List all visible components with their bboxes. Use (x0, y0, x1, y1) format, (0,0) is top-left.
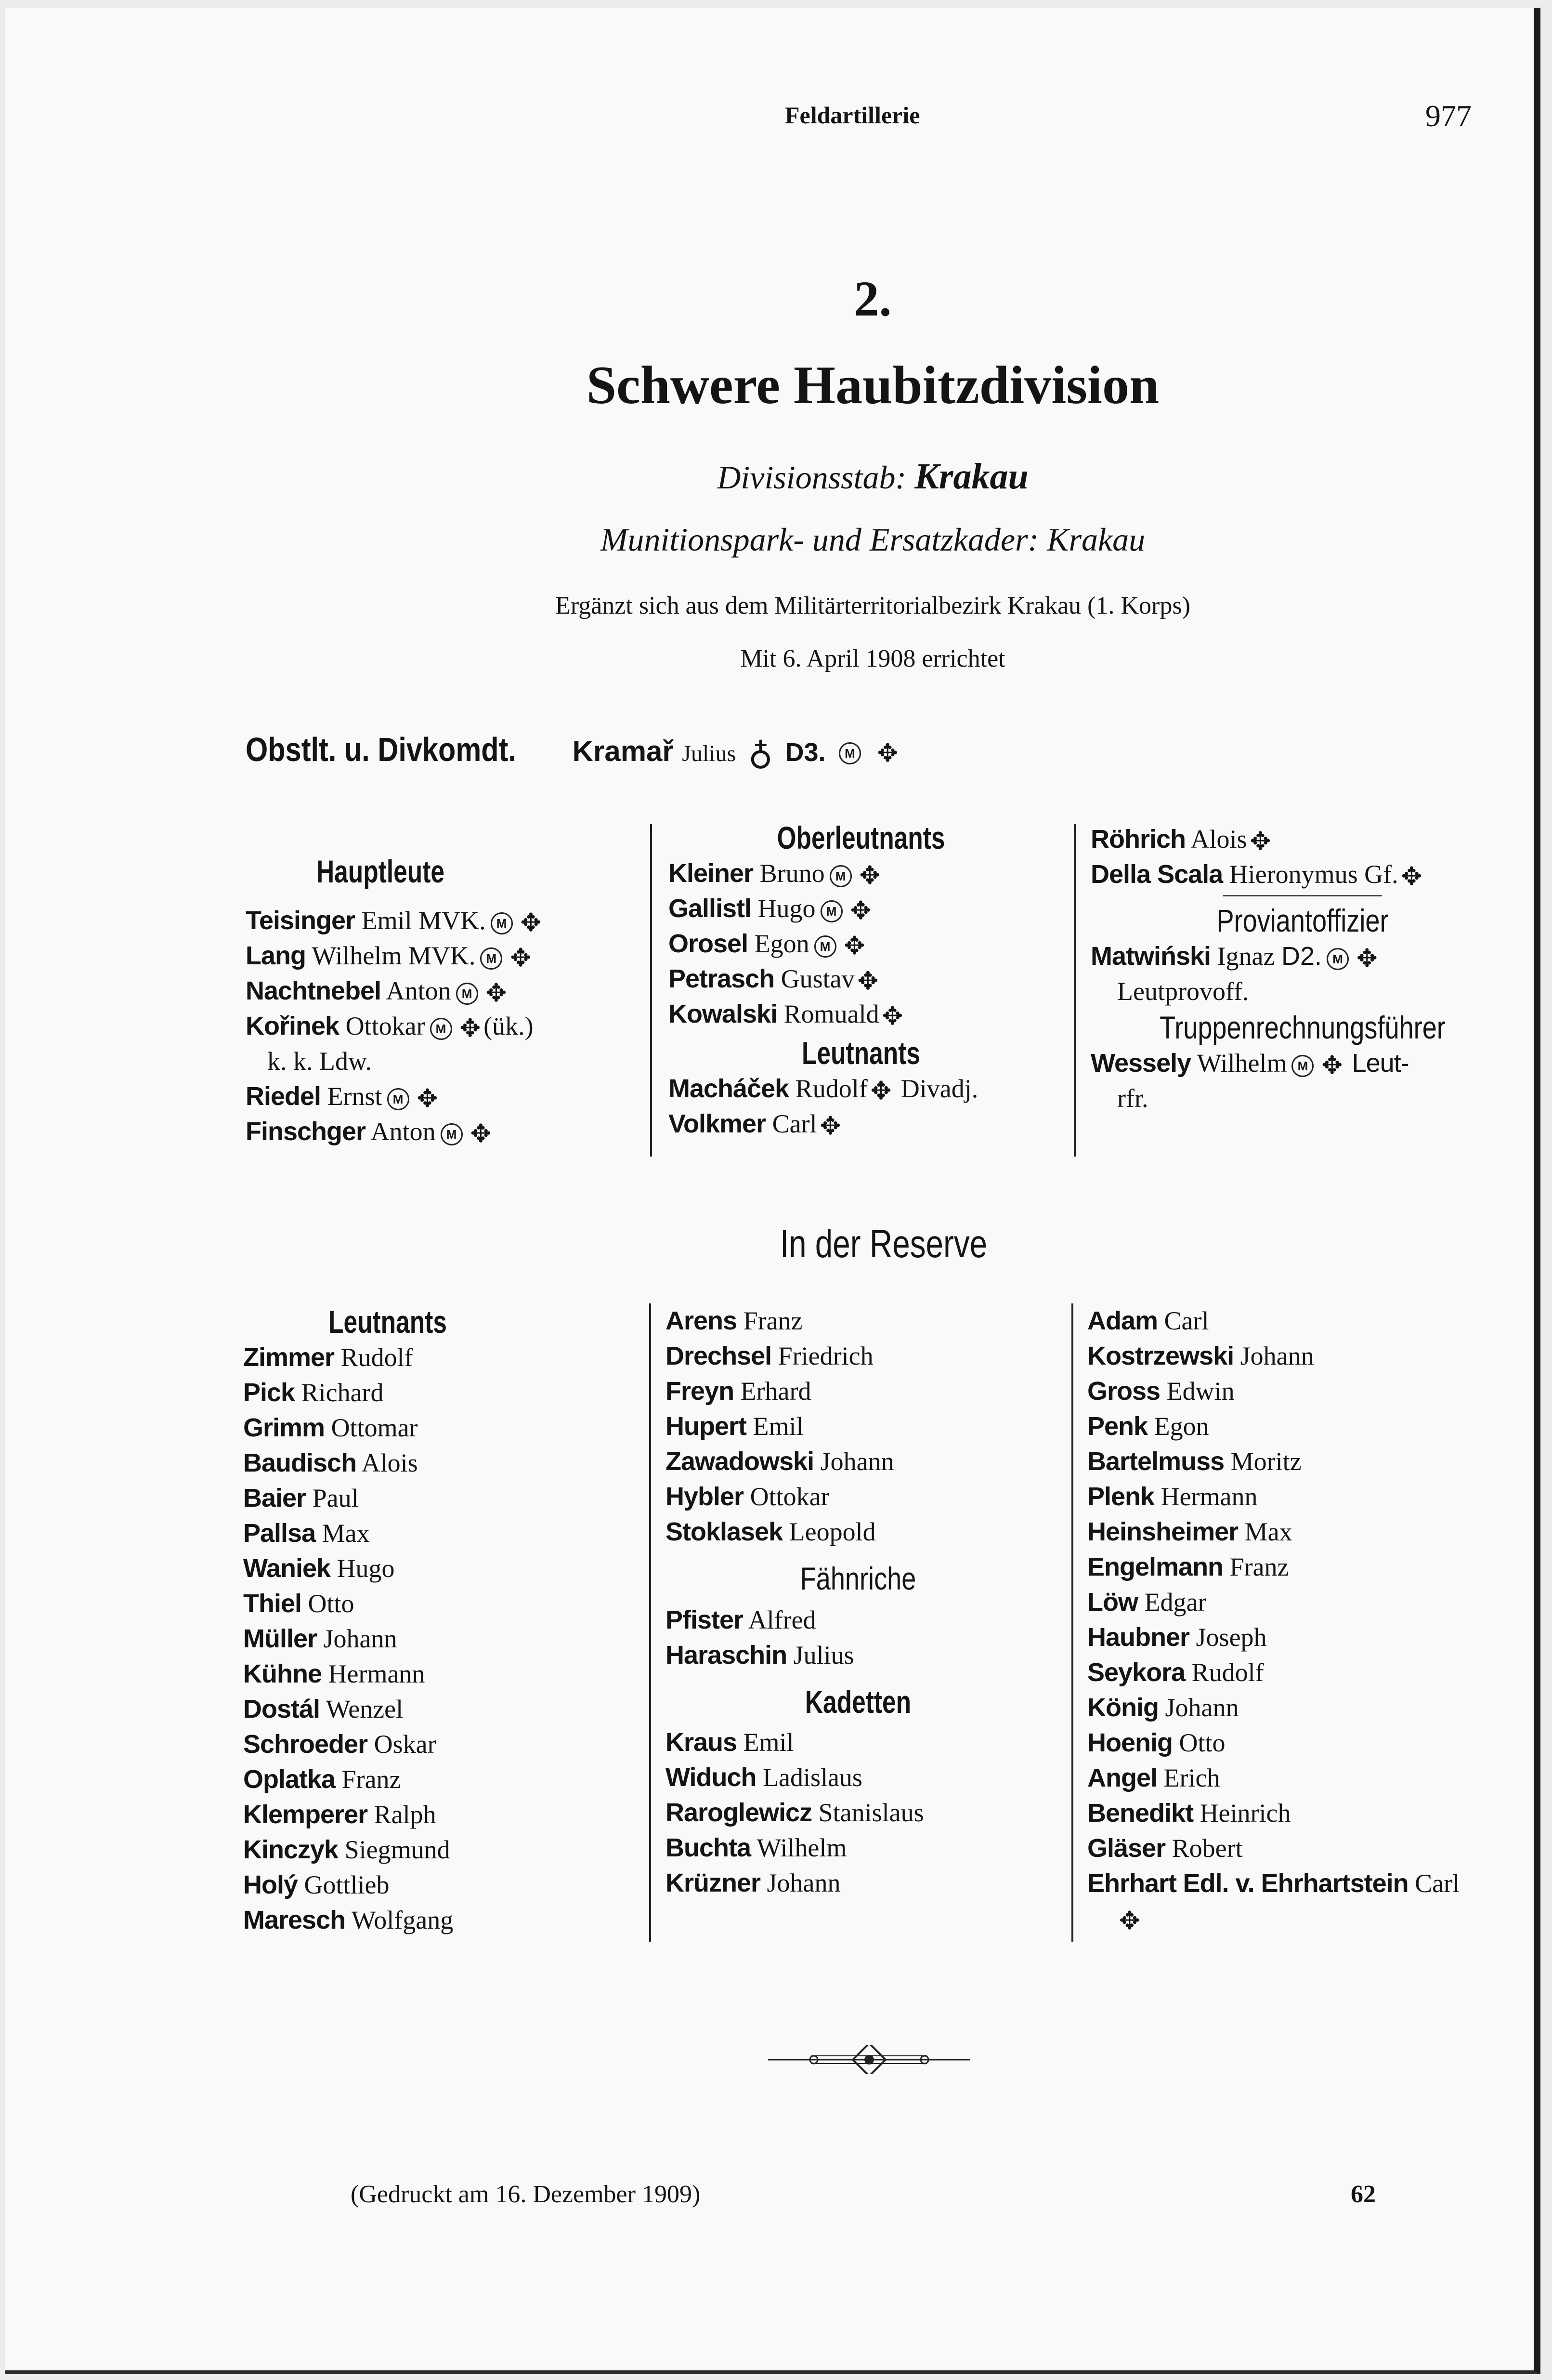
cross-icon: ✥ (857, 967, 879, 996)
cross-icon: ✥ (859, 861, 881, 891)
proviant-heading: Proviantoffizier (1216, 903, 1389, 938)
running-header: Feldartillerie (785, 102, 920, 129)
list-item: Matwiński Ignaz D2. M ✥ (1091, 939, 1514, 974)
list-item: Baier Paul (243, 1484, 359, 1512)
list-item: Bartelmuss Moritz (1087, 1447, 1302, 1476)
list-item: Hupert Emil (665, 1412, 804, 1441)
cross-icon: ✥ (510, 944, 531, 973)
list-item: Leutprovoff. (1117, 977, 1249, 1006)
medal-icon: M (441, 1123, 463, 1145)
list-item: König Johann (1087, 1693, 1239, 1722)
list-item: Zimmer Rudolf (243, 1343, 413, 1372)
truppen-heading: Truppenrechnungsführer (1160, 1010, 1446, 1045)
cross-icon: ✥ (417, 1084, 438, 1114)
list-item: Engelmann Franz (1087, 1552, 1289, 1581)
list-item: Benedikt Heinrich (1087, 1799, 1291, 1828)
commander-surname: Kramař (572, 735, 674, 767)
hauptleute-heading: Hauptleute (316, 854, 445, 889)
list-item: Adam Carl (1087, 1306, 1209, 1335)
list-item: Kleiner Bruno M ✥ (668, 856, 1073, 891)
list-item: Schroeder Oskar (243, 1730, 436, 1759)
list-item: Orosel Egon M ✥ (668, 926, 1073, 961)
list-item: Raroglewicz Stanislaus (665, 1798, 924, 1827)
medal-icon: M (814, 935, 836, 958)
oberleutnants-heading: Oberleutnants (777, 820, 945, 855)
commander-line (246, 730, 901, 773)
list-item: Krüzner Johann (665, 1868, 841, 1897)
medal-icon: M (430, 1018, 452, 1040)
cross-icon: ✥ (459, 1014, 481, 1043)
list-item: Macháček Rudolf ✥ Divadj. (668, 1071, 1073, 1106)
list-item (1087, 1901, 1521, 1936)
medal-icon: M (456, 983, 478, 1005)
list-item: Hoenig Otto (1087, 1728, 1226, 1757)
list-item: Zawadowski Johann (665, 1447, 894, 1476)
cross-icon: ✥ (844, 932, 865, 961)
list-item: Riedel Ernst M ✥ (246, 1079, 650, 1114)
list-item: Stoklasek Leopold (665, 1517, 876, 1546)
medal-icon: M (491, 912, 513, 934)
cross-icon: ✥ (485, 979, 507, 1008)
list-item: Maresch Wolfgang (243, 1906, 454, 1934)
list-item: Lang Wilhelm MVK. M ✥ (246, 938, 650, 973)
list-item: Haraschin Julius (665, 1641, 854, 1670)
list-item: Wessely Wilhelm M ✥ Leut- (1091, 1046, 1514, 1081)
cross-icon: ✥ (1119, 1907, 1140, 1936)
list-item: Petrasch Gustav ✥ (668, 961, 1073, 997)
list-item: Pfister Alfred (665, 1605, 816, 1634)
cross-icon: ✥ (870, 1077, 892, 1106)
list-item: Hybler Ottokar (665, 1482, 830, 1511)
medal-icon: M (480, 947, 502, 970)
divider (1223, 895, 1382, 896)
medal-icon: M (839, 742, 861, 764)
list-item: Heinsheimer Max (1087, 1517, 1292, 1546)
list-item: Müller Johann (243, 1624, 397, 1653)
list-item: Haubner Joseph (1087, 1623, 1267, 1652)
list-item: Klemperer Ralph (243, 1800, 436, 1829)
list-item: Thiel Otto (243, 1589, 354, 1618)
list-item: Kostrzewski Johann (1087, 1341, 1314, 1370)
list-item: Volkmer Carl ✥ (668, 1106, 1073, 1142)
column-divider (1074, 824, 1076, 1157)
list-item: Röhrich Alois ✥ (1091, 822, 1514, 857)
list-item: Dostál Wenzel (243, 1695, 404, 1723)
cross-icon: ✥ (1321, 1051, 1343, 1080)
list-item: Kořinek Ottokar M ✥ (ük.) (246, 1009, 650, 1044)
medal-icon: M (1327, 948, 1349, 970)
cross-icon: ✥ (470, 1119, 492, 1149)
list-item: Holý Gottlieb (243, 1870, 390, 1899)
cross-icon: ✥ (877, 738, 899, 768)
ornament-divider (763, 2045, 975, 2074)
reserve-column-2 (665, 1303, 1070, 1901)
kadetten-heading: Kadetten (805, 1684, 912, 1720)
list-item: Arens Franz (665, 1306, 803, 1335)
list-item: Nachtnebel Anton M ✥ (246, 973, 650, 1009)
medal-icon: M (1291, 1055, 1314, 1077)
print-date: (Gedruckt am 16. Dezember 1909) (351, 2181, 701, 2208)
errichtet-line: Mit 6. April 1908 errichtet (740, 645, 1005, 672)
list-item: Grimm Ottomar (243, 1413, 418, 1442)
list-item: Löw Edgar (1087, 1588, 1207, 1617)
list-item: Drechsel Friedrich (665, 1341, 874, 1370)
list-item: Ehrhart Edl. v. Ehrhartstein Carl (1087, 1869, 1460, 1898)
decoration-icon: ♁ (748, 735, 773, 773)
list-item: Pick Richard (243, 1378, 384, 1407)
reserve-column-1 (243, 1303, 648, 1938)
list-item: Plenk Hermann (1087, 1482, 1258, 1511)
active-column-3 (1091, 822, 1514, 1116)
divisionsstab-place: Krakau (914, 456, 1029, 497)
page-title: Schwere Haubitzdivision (586, 355, 1160, 415)
list-item: Kowalski Romuald ✥ (668, 997, 1073, 1032)
list-item: Kraus Emil (665, 1728, 794, 1757)
list-item: Baudisch Alois (243, 1448, 418, 1477)
list-item: Gläser Robert (1087, 1834, 1243, 1863)
divisionsstab-line (108, 456, 1552, 498)
list-item: Angel Erich (1087, 1763, 1220, 1792)
cross-icon: ✥ (882, 1002, 903, 1031)
section-number: 2. (854, 271, 892, 327)
list-item: Widuch Ladislaus (665, 1763, 862, 1792)
commander-given: Julius (682, 741, 736, 766)
leutnants-heading: Leutnants (802, 1035, 920, 1071)
list-item: Teisinger Emil MVK. M ✥ (246, 903, 650, 938)
cross-icon: ✥ (1356, 944, 1378, 973)
commander-rank: Obstlt. u. Divkomdt. (246, 731, 516, 768)
reserve-column-3 (1087, 1303, 1521, 1936)
list-item: Kühne Hermann (243, 1659, 425, 1688)
medal-icon: M (821, 900, 843, 922)
list-item: Finschger Anton M ✥ (246, 1114, 650, 1149)
list-item: Pallsa Max (243, 1519, 370, 1548)
divisionsstab-label: Divisionsstab: (717, 459, 907, 496)
cross-icon: ✥ (1401, 862, 1422, 892)
hauptleute-column (246, 853, 650, 1149)
commander-extra: D3. (785, 738, 826, 767)
cross-icon: ✥ (820, 1112, 841, 1141)
sheet-number: 62 (1351, 2181, 1376, 2208)
column-divider (650, 824, 652, 1157)
ergaenzt-line: Ergänzt sich aus dem Militärterritorialbezirk Krakau (1. Korps) (555, 592, 1190, 619)
column-divider (1071, 1303, 1073, 1942)
list-item: Waniek Hugo (243, 1554, 395, 1583)
list-item: Freyn Erhard (665, 1377, 811, 1406)
list-item: Gross Edwin (1087, 1377, 1235, 1406)
cross-icon: ✥ (520, 908, 542, 938)
cross-icon: ✥ (1250, 827, 1271, 856)
document-page (5, 8, 1540, 2374)
list-item: Penk Egon (1087, 1412, 1209, 1441)
list-item: Gallistl Hugo M ✥ (668, 891, 1073, 926)
faehnriche-heading: Fähnriche (800, 1561, 916, 1596)
munition-line: Munitionspark- und Ersatzkader: Krakau (600, 521, 1146, 558)
list-item: k. k. Ldw. (267, 1047, 372, 1076)
reserve-heading: In der Reserve (780, 1222, 988, 1266)
list-item: Della Scala Hieronymus Gf. ✥ (1091, 857, 1514, 892)
medal-icon: M (830, 865, 852, 887)
column-divider (649, 1303, 651, 1942)
cross-icon: ✥ (850, 896, 872, 926)
list-item: Buchta Wilhelm (665, 1833, 847, 1862)
list-item: Kinczyk Siegmund (243, 1835, 450, 1864)
oberleutnants-column (668, 819, 1073, 1142)
list-item: Oplatka Franz (243, 1765, 401, 1794)
list-item: rfr. (1117, 1084, 1148, 1113)
page-number: 977 (1425, 99, 1472, 133)
medal-icon: M (387, 1088, 409, 1110)
reserve-leutnants-heading: Leutnants (328, 1304, 447, 1340)
list-item: Seykora Rudolf (1087, 1658, 1264, 1687)
